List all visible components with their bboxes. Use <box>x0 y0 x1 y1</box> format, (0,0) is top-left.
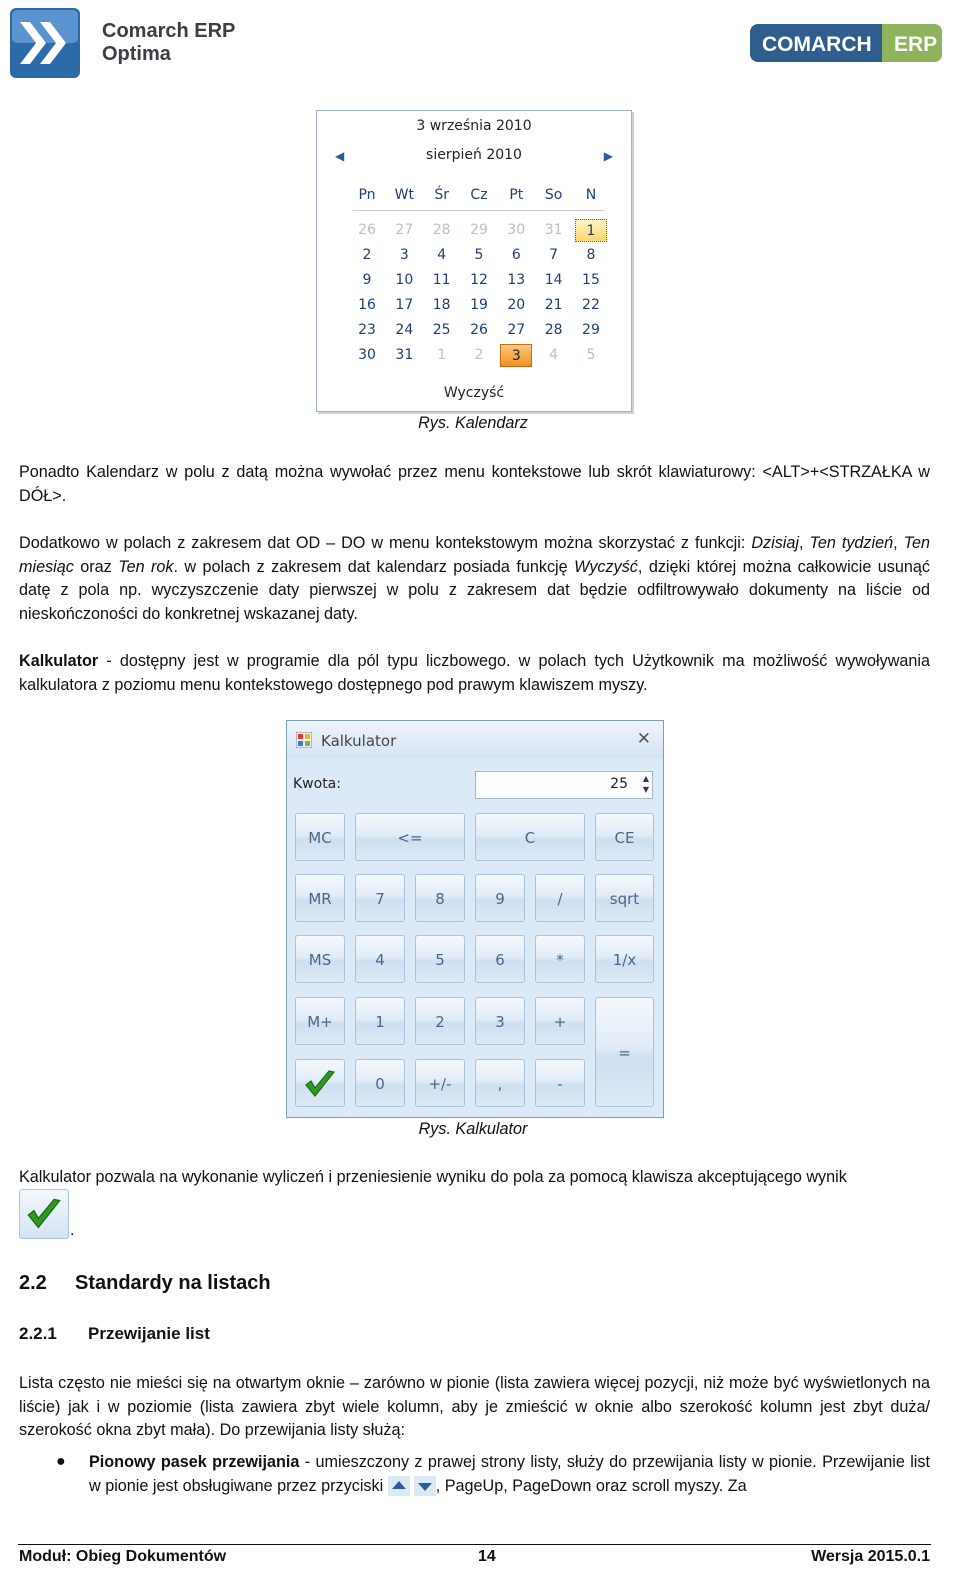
plus-button[interactable]: + <box>535 997 585 1045</box>
calendar-day[interactable]: 27 <box>395 222 414 238</box>
subsection-number: 2.2.1 <box>19 1324 57 1343</box>
calendar-day[interactable]: 6 <box>511 247 521 263</box>
equals-button[interactable]: = <box>595 997 654 1107</box>
section-heading <box>19 1272 271 1295</box>
checkmark-icon <box>25 1196 63 1232</box>
footer-divider <box>18 1544 931 1545</box>
weekday: Pn <box>358 187 376 203</box>
calculator-title: Kalkulator <box>321 732 397 750</box>
calendar-day[interactable]: 14 <box>544 272 563 288</box>
amount-spinner[interactable] <box>643 773 649 795</box>
calendar-divider <box>353 210 605 211</box>
ms-button[interactable]: MS <box>295 935 345 983</box>
checkmark-icon <box>303 1068 337 1100</box>
digit-7-button[interactable]: 7 <box>355 874 405 922</box>
calendar-day[interactable]: 8 <box>586 247 596 263</box>
calendar-day[interactable]: 29 <box>582 322 600 338</box>
calendar-day[interactable]: 26 <box>470 322 488 338</box>
calendar-day[interactable]: 4 <box>437 247 447 263</box>
calendar-day[interactable]: 19 <box>470 297 488 313</box>
calendar-day[interactable]: 17 <box>395 297 414 313</box>
text-run: , <box>798 534 810 552</box>
paragraph-calculator-accept: Kalkulator pozwala na wykonanie wyliczeń i przeniesienie wyniku do pola za pomocą klawisza akceptującego wynik <box>19 1168 847 1186</box>
prev-month-icon[interactable]: ◀ <box>335 149 345 163</box>
spin-up-icon[interactable]: ▲ <box>642 774 649 783</box>
calendar-day[interactable]: 23 <box>358 322 376 338</box>
text-run: , dzięki której można całkowicie usunąć datę z pola np. wyczyszczenie daty pierwszej w polu z zakresem dat będzie odfiltrowywało dokumenty na liście od nieskończoności do konkretnej wskazanej daty. <box>19 557 930 623</box>
calendar-day[interactable]: 1 <box>437 347 447 363</box>
text-run-bold: Pionowy pasek przewijania <box>89 1453 300 1471</box>
calendar-day[interactable]: 5 <box>586 347 596 363</box>
digit-6-button[interactable]: 6 <box>475 935 525 983</box>
section-title: Standardy na listach <box>75 1272 271 1294</box>
calendar-today-label[interactable]: 3 września 2010 <box>416 118 532 134</box>
subsection-title: Przewijanie list <box>88 1324 210 1343</box>
text-run: - umieszczony z prawej strony listy, służy do przewijania listy w pionie. Przewijanie list w pionie jest obsługiwane przez przyciski <box>89 1453 930 1495</box>
calculator-window <box>286 720 664 1118</box>
footer-page-number: 14 <box>478 1548 496 1565</box>
calendar-day[interactable]: 5 <box>474 247 484 263</box>
calendar-days-grid <box>351 219 607 369</box>
calendar-day[interactable]: 21 <box>544 297 563 313</box>
text-run: . w polach z zakresem dat kalendarz posiada funkcję <box>173 557 575 576</box>
calendar-day[interactable]: 28 <box>432 222 451 238</box>
calendar-day[interactable]: 24 <box>395 322 414 338</box>
scroll-down-icon <box>414 1476 436 1496</box>
divide-button[interactable]: / <box>535 874 585 922</box>
text-run-italic: Ten tydzień <box>809 534 894 552</box>
section-number: 2.2 <box>19 1272 47 1294</box>
calendar-day[interactable]: 2 <box>474 347 484 363</box>
digit-0-button[interactable]: 0 <box>355 1059 405 1107</box>
subsection-heading <box>19 1324 210 1344</box>
text-run: , PageUp, PageDown oraz scroll myszy. Za <box>435 1476 747 1495</box>
weekday: Cz <box>470 187 488 203</box>
amount-value[interactable]: 25 <box>610 776 628 792</box>
next-month-icon[interactable]: ▶ <box>603 149 613 163</box>
footer-module: Moduł: Obieg Dokumentów <box>19 1548 227 1565</box>
calendar-day[interactable]: 18 <box>432 297 451 313</box>
calendar-day[interactable]: 31 <box>544 222 563 238</box>
mplus-button[interactable]: M+ <box>295 997 345 1045</box>
text-run-italic: Dzisiaj <box>751 534 799 552</box>
calendar-month-label: sierpień 2010 <box>426 147 522 163</box>
accept-button[interactable] <box>295 1059 345 1107</box>
digit-4-button[interactable]: 4 <box>355 935 405 983</box>
calendar-day[interactable]: 3 <box>399 247 409 263</box>
text-run-italic: Wyczyść <box>574 557 638 576</box>
comma-button[interactable]: , <box>475 1059 525 1107</box>
calculator-titlebar <box>287 721 663 759</box>
calendar-day[interactable]: 7 <box>549 247 559 263</box>
mc-button[interactable]: MC <box>295 813 345 861</box>
text-run: Dodatkowo w polach z zakresem dat OD – DO w menu kontekstowym można skorzystać z funkcji: <box>19 534 752 552</box>
calendar-day[interactable]: 9 <box>362 272 372 288</box>
weekday: Pt <box>509 187 524 203</box>
text-run: , <box>893 534 904 552</box>
brand-line-1: Comarch ERP <box>102 20 236 42</box>
calendar-day[interactable]: 29 <box>470 222 488 238</box>
sign-button[interactable]: +/- <box>415 1059 465 1107</box>
logo-erp-text: ERP <box>894 33 938 56</box>
calculator-caption: Rys. Kalkulator <box>418 1120 528 1138</box>
calendar-day[interactable]: 12 <box>470 272 488 288</box>
text-run-bold: Kalkulator <box>19 652 99 670</box>
calendar-day[interactable]: 27 <box>507 322 526 338</box>
mr-button[interactable]: MR <box>295 874 345 922</box>
paragraph-scrolling: Lista często nie mieści się na otwartym oknie – zarówno w pionie (lista zawiera więcej pozycji, niż może być wyświetlonych na liście) jak i w poziomie (lista zawiera zbyt wiele kolumn, aby je zmieścić w oknie albo szerokość kolumn jest zbyt duża/ szerokość okna zbyt mała). Do przewijania listy służą: <box>19 1374 930 1439</box>
sqrt-button[interactable]: sqrt <box>595 874 654 922</box>
calendar-day[interactable]: 13 <box>507 272 526 288</box>
digit-2-button[interactable]: 2 <box>415 997 465 1045</box>
calendar-day[interactable]: 31 <box>395 347 414 363</box>
accept-button-illustration <box>19 1189 69 1239</box>
paragraph-calendar-shortcut: Ponadto Kalendarz w polu z datą można wywołać przez menu kontekstowe lub skrót klawiaturowy: <ALT>+<STRZAŁKA w DÓŁ>. <box>19 463 930 505</box>
comarch-optima-logo-icon <box>10 8 80 78</box>
calendar-day[interactable]: 10 <box>395 272 414 288</box>
comarch-erp-logo-icon <box>750 24 942 62</box>
backspace-button[interactable]: <= <box>355 813 465 861</box>
calendar-day[interactable]: 11 <box>432 272 451 288</box>
brand-name <box>102 20 235 66</box>
calendar-day[interactable]: 22 <box>582 297 600 313</box>
clear-button[interactable]: C <box>475 813 585 861</box>
weekday: So <box>544 187 563 203</box>
paragraph-date-range <box>19 532 930 626</box>
footer-version: Wersja 2015.0.1 <box>811 1548 930 1565</box>
weekday: Śr <box>434 187 449 203</box>
digit-1-button[interactable]: 1 <box>355 997 405 1045</box>
calendar-day[interactable]: 20 <box>507 297 526 313</box>
minus-button[interactable]: - <box>535 1059 585 1107</box>
calendar-day[interactable]: 15 <box>582 272 600 288</box>
comarch-erp-logo <box>750 24 942 62</box>
scroll-up-icon <box>388 1476 410 1496</box>
calendar-weekdays <box>351 187 607 203</box>
calendar-day[interactable]: 16 <box>358 297 376 313</box>
calendar-day[interactable]: 26 <box>358 222 376 238</box>
calendar-widget <box>316 110 632 412</box>
bullet-icon: ● <box>56 1453 66 1470</box>
text-run: - dostępny jest w programie dla pól typu liczbowego. w polach tych Użytkownik ma możliwość wywoływania kalkulatora z poziomu menu kontekstowego dostępnego pod prawym klawiszem myszy. <box>19 652 930 694</box>
calendar-day-today[interactable]: 3 <box>500 344 532 367</box>
text-run: oraz <box>73 557 119 576</box>
amount-input[interactable] <box>475 771 653 799</box>
multiply-button[interactable]: * <box>535 935 585 983</box>
bullet-vertical-scrollbar <box>89 1451 930 1498</box>
calendar-day[interactable]: 2 <box>362 247 372 263</box>
digit-8-button[interactable]: 8 <box>415 874 465 922</box>
calendar-day[interactable]: 25 <box>432 322 451 338</box>
calculator-icon <box>296 732 312 748</box>
calendar-day[interactable]: 28 <box>544 322 563 338</box>
amount-label: Kwota: <box>293 776 341 792</box>
calendar-day-selected[interactable]: 1 <box>575 219 607 242</box>
calendar-day[interactable]: 4 <box>549 347 559 363</box>
digit-3-button[interactable]: 3 <box>475 997 525 1045</box>
weekday: Wt <box>394 187 414 203</box>
spin-down-icon[interactable]: ▼ <box>642 785 649 794</box>
weekday: N <box>585 187 597 203</box>
close-icon[interactable]: ✕ <box>636 729 651 749</box>
brand-line-2: Optima <box>102 43 171 65</box>
paragraph-calculator-intro <box>19 650 930 697</box>
calendar-day[interactable]: 30 <box>507 222 526 238</box>
calendar-clear-button[interactable]: Wyczyść <box>443 385 505 401</box>
sentence-end: . <box>70 1222 75 1239</box>
logo-comarch-text: COMARCH <box>762 33 872 56</box>
text-run-italic: Ten rok <box>118 557 174 576</box>
digit-5-button[interactable]: 5 <box>415 935 465 983</box>
calendar-caption: Rys. Kalendarz <box>418 414 528 432</box>
digit-9-button[interactable]: 9 <box>475 874 525 922</box>
text-run-italic: Ten miesiąc <box>19 534 930 576</box>
clear-entry-button[interactable]: CE <box>595 813 654 861</box>
reciprocal-button[interactable]: 1/x <box>595 935 654 983</box>
calendar-day[interactable]: 30 <box>358 347 376 363</box>
